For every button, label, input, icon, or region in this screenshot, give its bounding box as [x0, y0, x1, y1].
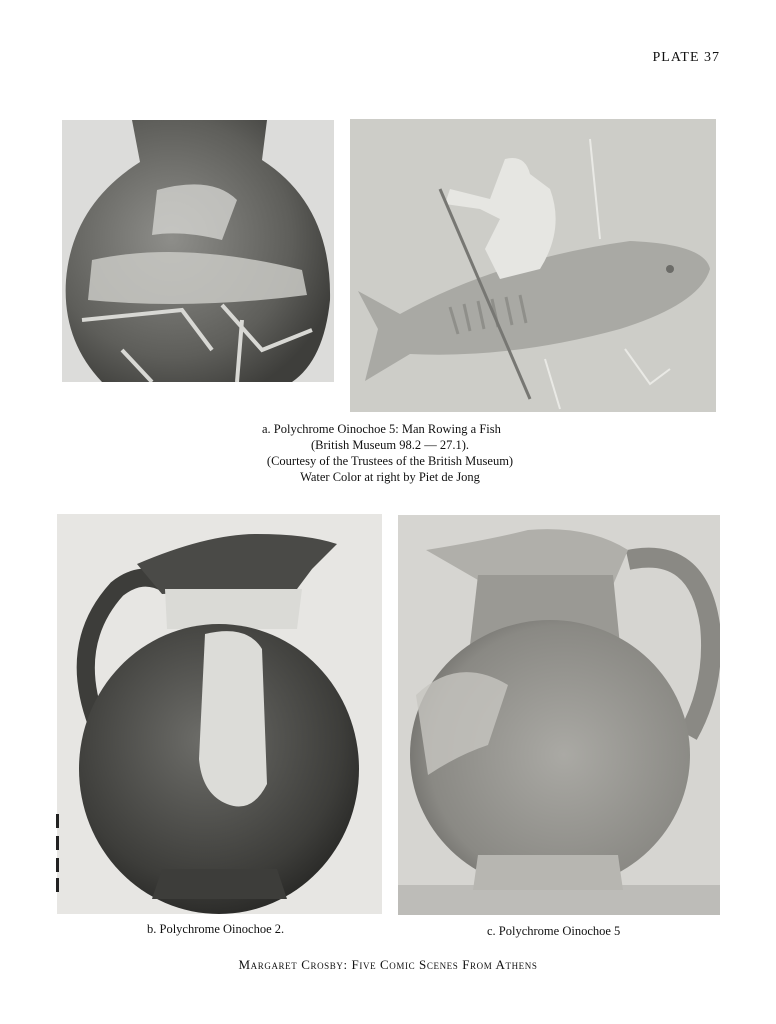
caption-a-museum: (British Museum 98.2 — 27.1). [311, 438, 469, 452]
caption-a-watercolor: Water Color at right by Piet de Jong [300, 470, 480, 484]
page-footer: Margaret Crosby: Five Comic Scenes From Athens [238, 957, 538, 972]
caption-a [200, 421, 580, 485]
photo-oinochoe-5 [398, 515, 720, 915]
photo-vase-fragment [62, 120, 334, 382]
caption-a-courtesy: (Courtesy of the Trustees of the British Museum) [266, 454, 514, 468]
watercolor-man-rowing-fish [350, 119, 716, 412]
plate-number: PLATE 37 [652, 50, 720, 65]
caption-c: c. Polychrome Oinochoe 5 [487, 924, 621, 938]
scale-bar [56, 814, 60, 892]
caption-b: b. Polychrome Oinochoe 2. [147, 922, 285, 936]
caption-a-title: a. Polychrome Oinochoe 5: Man Rowing a Fish [262, 422, 501, 436]
photo-oinochoe-2 [57, 514, 382, 914]
